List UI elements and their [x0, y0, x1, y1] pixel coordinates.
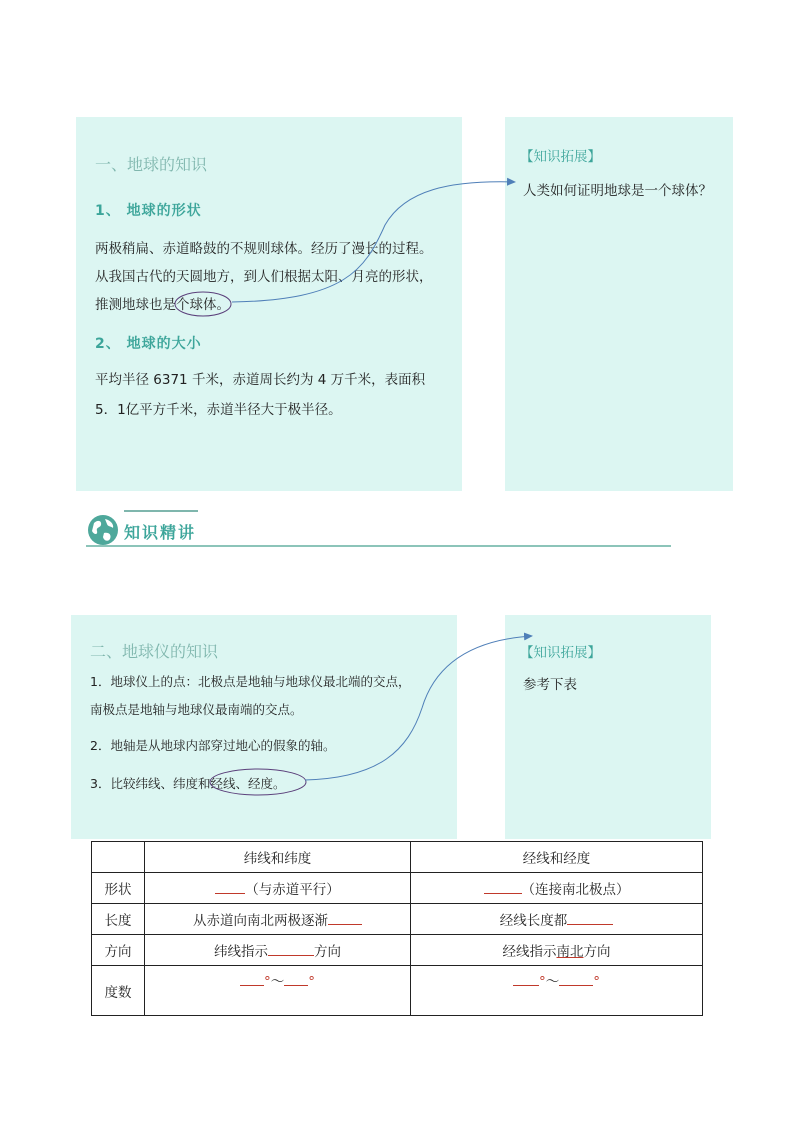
table-header-corner — [92, 842, 145, 873]
answer-blank — [215, 879, 245, 894]
panel1-para2-line2: 5．1亿平方千米，赤道半径大于极半径。 — [95, 402, 342, 418]
panel2-line4: 3．比较纬线、纬度和经线、经度。 — [90, 776, 286, 791]
tilde: ～ — [545, 974, 560, 990]
lon-direction-post: 方向 — [583, 944, 611, 960]
answer-blank — [328, 910, 362, 925]
answer-blank — [268, 941, 314, 956]
cell-lon-shape — [411, 873, 703, 904]
panel1-subheading-shape: 1、 地球的形状 — [95, 203, 202, 219]
lat-direction-pre: 纬线指示 — [214, 944, 268, 960]
table-row — [92, 966, 703, 1016]
panel1-para1-line2: 从我国古代的天圆地方，到人们根据太阳、月亮的形状， — [95, 269, 433, 285]
arrow-to-extension-2 — [305, 636, 532, 780]
table-header-longitude: 经线和经度 — [411, 842, 703, 873]
panel1-subheading-size: 2、 地球的大小 — [95, 336, 202, 352]
comparison-table — [91, 841, 703, 1016]
degree-symbol: ° — [539, 974, 546, 990]
answer-blank — [559, 971, 593, 986]
cell-lat-direction — [145, 935, 411, 966]
cell-lon-degree — [411, 966, 703, 1016]
lon-shape-text: （连接南北极点） — [521, 882, 630, 898]
lon-direction-pre: 经线指示 — [502, 944, 557, 960]
cell-lon-length — [411, 904, 703, 935]
answer-blank — [567, 910, 613, 925]
highlight-ellipse-1 — [175, 292, 231, 316]
lat-shape-text: （与赤道平行） — [245, 882, 340, 898]
lat-direction-post: 方向 — [314, 944, 341, 960]
lon-length-text: 经线长度都 — [499, 913, 568, 929]
lat-length-text: 从赤道向南北两极逐渐 — [193, 913, 328, 929]
answer-blank — [284, 971, 308, 986]
panel1-para1-line1: 两极稍扁、赤道略鼓的不规则球体。经历了漫长的过程。 — [95, 241, 433, 257]
arrow-to-extension-1 — [232, 182, 515, 302]
table-header-row — [92, 842, 703, 873]
row-label-direction: 方向 — [92, 935, 145, 966]
panel2-line2: 南极点是地轴与地球仪最南端的交点。 — [90, 702, 303, 717]
answer-blank — [484, 879, 522, 894]
panel1-para1-line3: 推测地球也是个球体。 — [95, 297, 230, 313]
panel1-para2-line1: 平均半径 6371 千米，赤道周长约为 4 万千米，表面积 — [95, 372, 426, 388]
cell-lat-degree — [145, 966, 411, 1016]
degree-symbol: ° — [264, 974, 271, 990]
table-header-latitude: 纬线和纬度 — [145, 842, 411, 873]
table-row — [92, 904, 703, 935]
degree-symbol: ° — [593, 974, 600, 990]
cell-lon-direction — [411, 935, 703, 966]
highlight-ellipse-2 — [210, 769, 306, 795]
answer-blank — [513, 971, 539, 986]
cell-lat-length — [145, 904, 411, 935]
row-label-length: 长度 — [92, 904, 145, 935]
table-row — [92, 873, 703, 904]
panel2-line3: 2．地轴是从地球内部穿过地心的假象的轴。 — [90, 738, 336, 753]
extension-title-2: 【知识拓展】 — [520, 645, 601, 661]
extension-text-1: 人类如何证明地球是一个球体？ — [523, 183, 712, 199]
panel1-title: 一、地球的知识 — [95, 155, 208, 174]
row-label-degree: 度数 — [92, 966, 145, 1016]
extension-text-2: 参考下表 — [523, 677, 577, 693]
row-label-shape: 形状 — [92, 873, 145, 904]
panel2-title: 二、地球仪的知识 — [90, 642, 219, 661]
answer-blank — [240, 971, 264, 986]
tilde: ～ — [270, 974, 285, 990]
panel2-line1: 1．地球仪上的点：北极点是地轴与地球仪最北端的交点， — [90, 674, 411, 689]
table-row — [92, 935, 703, 966]
degree-symbol: ° — [308, 974, 315, 990]
lon-direction-answer: 南北 — [556, 944, 584, 960]
extension-title-1: 【知识拓展】 — [520, 149, 601, 165]
cell-lat-shape — [145, 873, 411, 904]
section-title: 知识精讲 — [124, 523, 197, 542]
